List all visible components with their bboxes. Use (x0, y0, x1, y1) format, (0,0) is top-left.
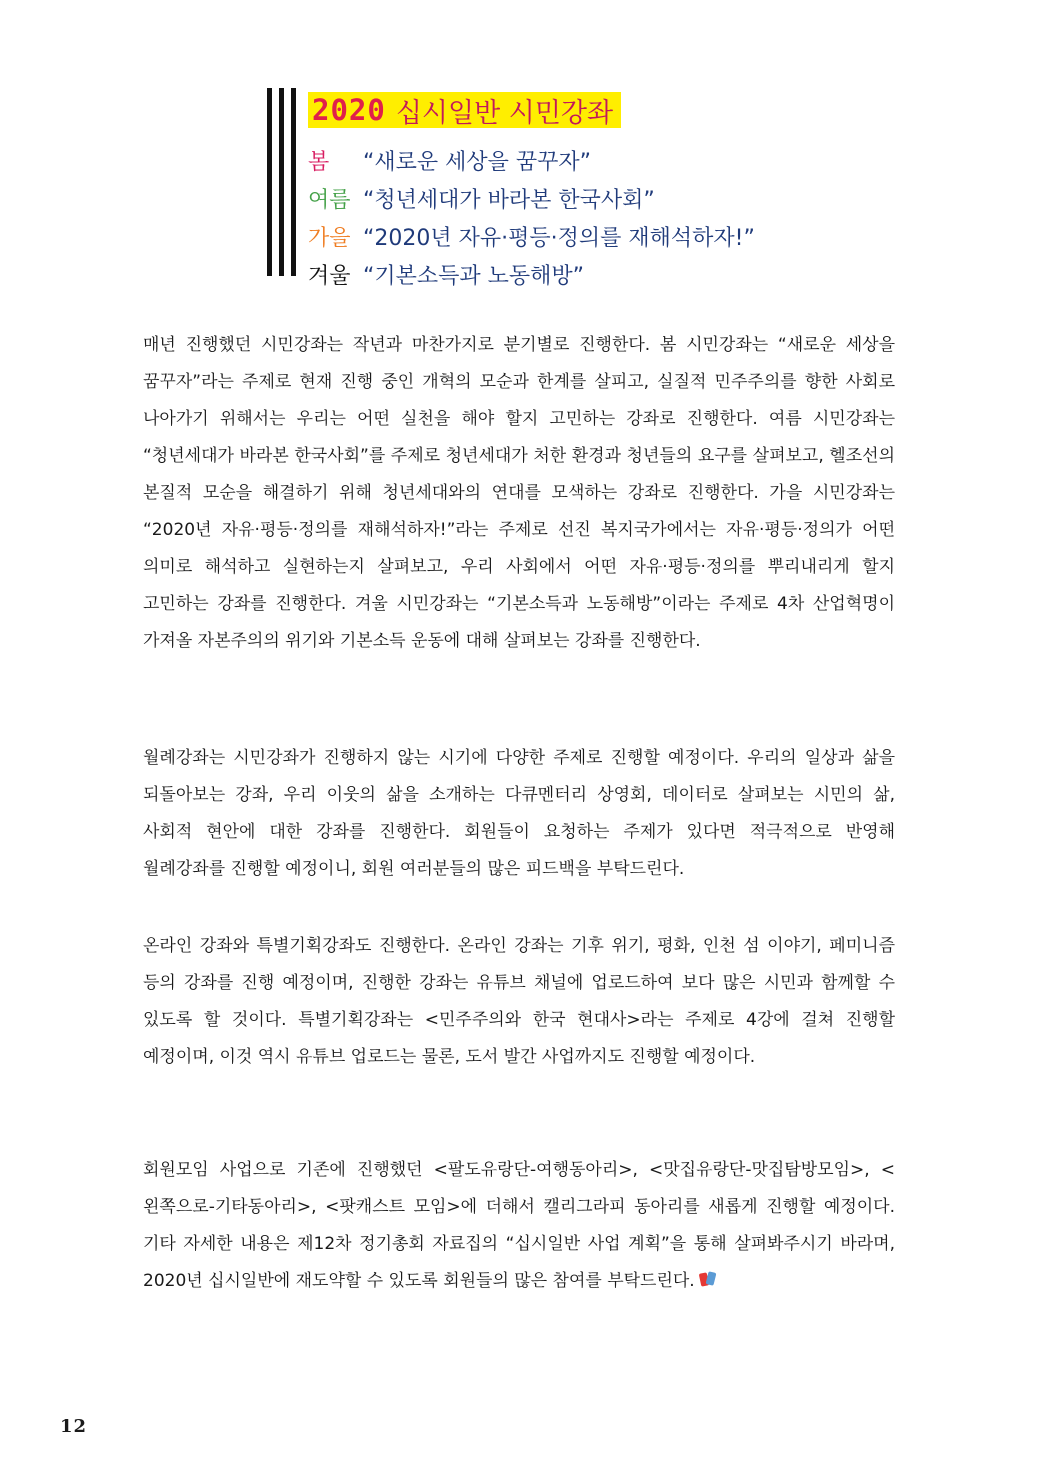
season-topic: “청년세대가 바라본 한국사회” (363, 188, 655, 213)
season-name: 가을 (308, 226, 351, 251)
season-summer (308, 183, 655, 214)
season-topic: “새로운 세상을 꿈꾸자” (363, 150, 592, 175)
paragraph-text: 월례강좌는 시민강좌가 진행하지 않는 시기에 다양한 주제로 진행할 예정이다. 우리의 일상과 삶을 되돌아보는 강좌, 우리 이웃의 삶을 소개하는 다큐멘터리 상영회, 데이터로 살펴보는 시민의 삶, 사회적 현안에 대한 강좌를 진행한다. 회원들이 요청하는 주제가 있다면 적극적으로 반영해 월례강좌를 진행할 예정이니, 회원 여러분들의 많은 피드백을 부탁드린다. (143, 748, 895, 879)
paragraph-text: 온라인 강좌와 특별기획강좌도 진행한다. 온라인 강좌는 기후 위기, 평화, 인천 섬 이야기, 페미니즘 등의 강좌를 진행 예정이며, 진행한 강좌는 유튜브 채널에 업로드하여 보다 많은 시민과 함께할 수 있도록 할 것이다. 특별기획강좌는 <민주주의와 한국 현대사>라는 주제로 4강에 걸쳐 진행할 예정이며, 이것 역시 유튜브 업로드는 물론, 도서 발간 사업까지도 진행할 예정이다. (143, 936, 895, 1067)
title-text: 십시일반 시민강좌 (395, 97, 614, 129)
season-topic: “2020년 자유·평등·정의를 재해석하자!” (363, 226, 755, 251)
decorative-bar (291, 88, 296, 276)
paragraph-monthly-lectures (143, 740, 895, 888)
paragraph-text: 매년 진행했던 시민강좌는 작년과 마찬가지로 분기별로 진행한다. 봄 시민강좌는 “새로운 세상을 꿈꾸자”라는 주제로 현재 진행 중인 개혁의 모순과 한계를 살피고, 실질적 민주주의를 향한 사회로 나아가기 위해서는 우리는 어떤 실천을 해야 할지 고민하는 강좌로 진행한다. 여름 시민강좌는 “청년세대가 바라본 한국사회”를 주제로 청년세대가 처한 환경과 청년들의 요구를 살펴보고, 헬조선의 본질적 모순을 해결하기 위해 청년세대와의 연대를 모색하는 강좌로 진행한다. 가을 시민강좌는 “2020년 자유·평등·정의를 재해석하자!”라는 주제로 선진 복지국가에서는 자유·평등·정의가 어떤 의미로 해석하고 실현하는지 살펴보고, 우리 사회에서 어떤 자유·평등·정의를 뿌리내리게 할지 고민하는 강좌를 진행한다. 겨울 시민강좌는 “기본소득과 노동해방”이라는 주제로 4차 산업혁명이 가져올 자본주의의 위기와 기본소득 운동에 대해 살펴보는 강좌를 진행한다. (143, 335, 895, 651)
lecture-series-header (267, 88, 787, 289)
season-topic: “기본소득과 노동해방” (363, 264, 585, 289)
paragraph-text: 회원모임 사업으로 기존에 진행했던 <팔도유랑단-여행동아리>, <맛집유랑단-맛집탐방모임>, <왼쪽으로-기타동아리>, <팟캐스트 모임>에 더해서 캘리그라피 동아리를 새롭게 진행할 예정이다. 기타 자세한 내용은 제12차 정기총회 자료집의 “십시일반 사업 계획”을 통해 살펴봐주시기 바라며, 2020년 십시일반에 재도약할 수 있도록 회원들의 많은 참여를 부탁드린다. (143, 1160, 895, 1291)
paragraph-member-groups (143, 1152, 895, 1300)
season-autumn (308, 221, 755, 252)
cards-emoji-icon (699, 1271, 717, 1289)
page-number: 12 (60, 1416, 88, 1437)
season-name: 봄 (308, 150, 330, 175)
season-name: 겨울 (308, 264, 351, 289)
paragraph-citizen-lectures (143, 327, 895, 660)
season-name: 여름 (308, 188, 351, 213)
decorative-bar (279, 88, 284, 276)
title-year: 2020 (312, 93, 386, 127)
header-title (308, 92, 621, 128)
season-winter (308, 259, 584, 290)
decorative-bar (267, 88, 272, 276)
season-spring (308, 145, 591, 176)
paragraph-online-lectures (143, 928, 895, 1076)
